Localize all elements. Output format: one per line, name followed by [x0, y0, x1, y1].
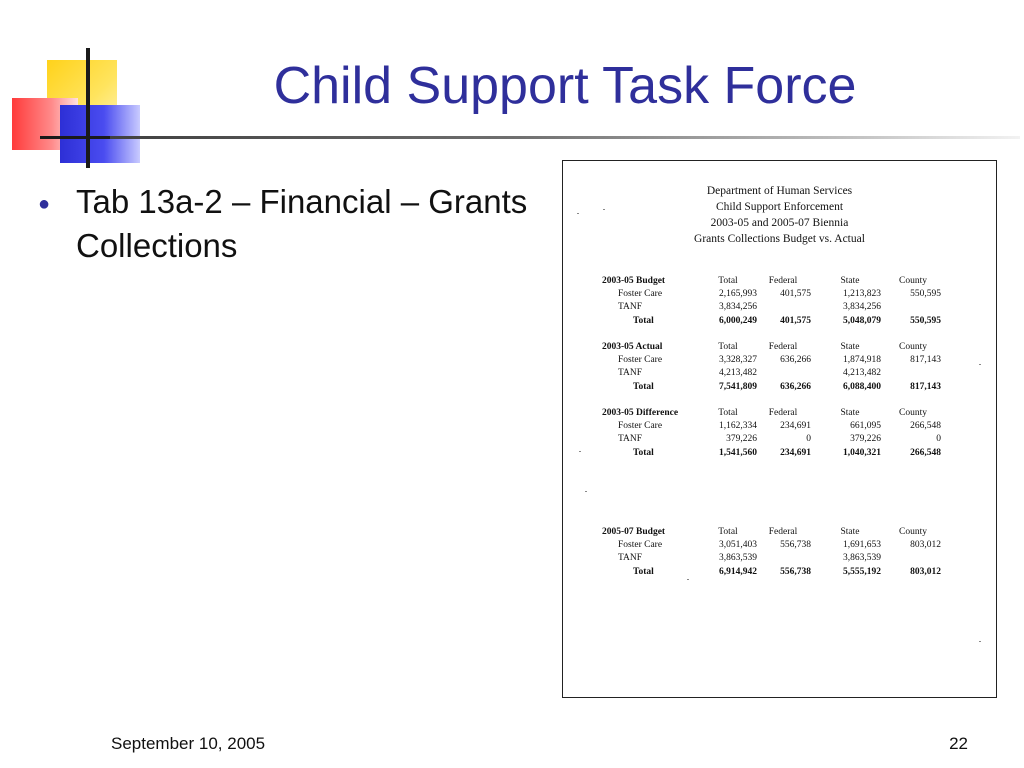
table-row	[563, 433, 996, 446]
section-label: 2003-05 Difference	[602, 408, 679, 418]
row-label: Total	[633, 381, 654, 392]
column-header-state: State	[840, 408, 860, 418]
total-row	[563, 315, 996, 328]
document-header-line: 2003-05 and 2005-07 Biennia	[710, 217, 849, 229]
bullet-text: Tab 13a-2 – Financial – Grants Collections	[76, 183, 528, 264]
column-header-federal: Federal	[768, 527, 798, 537]
row-label: Total	[633, 566, 654, 577]
cell-total: 1,162,334	[719, 421, 757, 432]
footer-date: September 10, 2005	[111, 734, 266, 753]
cell-federal: 234,691	[780, 421, 811, 432]
actual-section	[563, 341, 996, 394]
cell-total: 1,541,560	[719, 447, 757, 458]
row-label: TANF	[618, 434, 643, 445]
logo-vertical-line	[86, 48, 90, 168]
cell-county: 803,012	[910, 540, 941, 551]
row-label: Total	[633, 447, 654, 458]
cell-state: 1,213,823	[843, 289, 881, 300]
cell-county: 817,143	[910, 381, 941, 392]
table-row	[563, 288, 996, 301]
cell-federal: 401,575	[780, 289, 811, 300]
cell-federal: 636,266	[780, 355, 811, 366]
section-label: 2005-07 Budget	[602, 527, 666, 537]
section-label: 2003-05 Actual	[602, 342, 663, 352]
table-row	[563, 539, 996, 552]
cell-county: 266,548	[910, 421, 941, 432]
cell-county: 266,548	[910, 447, 941, 458]
column-header-county: County	[899, 527, 927, 537]
section-header-row	[563, 526, 996, 539]
table-row	[563, 420, 996, 433]
cell-total: 7,541,809	[719, 381, 757, 392]
cell-state: 6,088,400	[843, 381, 881, 392]
section-header-row	[563, 341, 996, 354]
column-header-state: State	[840, 342, 860, 352]
scan-speck	[979, 364, 981, 365]
cell-state: 5,048,079	[843, 315, 881, 326]
column-header-county: County	[899, 276, 927, 286]
row-label: TANF	[618, 553, 643, 564]
column-header-state: State	[840, 276, 860, 286]
cell-total: 2,165,993	[719, 289, 757, 300]
cell-federal: 0	[806, 434, 811, 445]
cell-total: 6,000,249	[719, 315, 757, 326]
total-row	[563, 381, 996, 394]
page-number: 22	[949, 734, 968, 753]
cell-federal: 636,266	[780, 381, 811, 392]
logo-blue-square	[60, 105, 140, 163]
budget-section	[563, 275, 996, 328]
column-header-total: Total	[718, 276, 738, 286]
total-row	[563, 447, 996, 460]
cell-total: 3,863,539	[719, 553, 757, 564]
scan-speck	[687, 579, 689, 580]
column-header-total: Total	[718, 408, 738, 418]
column-header-total: Total	[718, 342, 738, 352]
cell-total: 3,328,327	[719, 355, 757, 366]
cell-county: 817,143	[910, 355, 941, 366]
cell-state: 1,874,918	[843, 355, 881, 366]
cell-total: 3,834,256	[719, 302, 757, 313]
row-label: Foster Care	[618, 421, 663, 432]
cell-total: 6,914,942	[719, 566, 757, 577]
column-header-federal: Federal	[768, 342, 798, 352]
row-label: Foster Care	[618, 355, 663, 366]
scan-speck	[585, 491, 587, 492]
cell-federal: 401,575	[780, 315, 811, 326]
cell-federal: 556,738	[780, 540, 811, 551]
cell-state: 1,691,653	[843, 540, 881, 551]
column-header-county: County	[899, 342, 927, 352]
column-header-county: County	[899, 408, 927, 418]
cell-total: 379,226	[726, 434, 757, 445]
slide-title: Child Support Task Force	[273, 57, 857, 115]
cell-county: 550,595	[910, 315, 941, 326]
row-label: Total	[633, 315, 654, 326]
title-underline	[110, 136, 1020, 139]
table-row	[563, 552, 996, 565]
cell-state: 379,226	[850, 434, 881, 445]
scan-speck	[603, 209, 605, 210]
table-row	[563, 367, 996, 380]
row-label: TANF	[618, 302, 643, 313]
total-row	[563, 566, 996, 579]
scan-speck	[979, 641, 981, 642]
cell-county: 550,595	[910, 289, 941, 300]
column-header-total: Total	[718, 527, 738, 537]
row-label: Foster Care	[618, 540, 663, 551]
cell-state: 4,213,482	[843, 368, 881, 379]
cell-county: 0	[936, 434, 941, 445]
cell-federal: 234,691	[780, 447, 811, 458]
cell-state: 1,040,321	[843, 447, 881, 458]
bullet-item	[38, 180, 538, 268]
table-row	[563, 301, 996, 314]
document-header-line: Grants Collections Budget vs. Actual	[694, 233, 865, 245]
document-header	[563, 183, 996, 247]
cell-total: 4,213,482	[719, 368, 757, 379]
scan-speck	[577, 213, 579, 214]
section-label: 2003-05 Budget	[602, 276, 666, 286]
row-label: Foster Care	[618, 289, 663, 300]
section-header-row	[563, 275, 996, 288]
column-header-federal: Federal	[768, 276, 798, 286]
cell-state: 3,863,539	[843, 553, 881, 564]
scan-speck	[579, 451, 581, 452]
document-header-line: Child Support Enforcement	[715, 201, 844, 213]
cell-state: 5,555,192	[843, 566, 881, 577]
section-header-row	[563, 407, 996, 420]
cell-federal: 556,738	[780, 566, 811, 577]
column-header-federal: Federal	[768, 408, 798, 418]
row-label: TANF	[618, 368, 643, 379]
document-header-line: Department of Human Services	[706, 185, 853, 197]
budget-2005-07-section	[563, 526, 996, 579]
cell-state: 661,095	[850, 421, 881, 432]
cell-total: 3,051,403	[719, 540, 757, 551]
bullet-dot-icon: ●	[38, 193, 51, 215]
scanned-document	[562, 160, 997, 698]
difference-section	[563, 407, 996, 460]
cell-state: 3,834,256	[843, 302, 881, 313]
logo-decoration	[0, 40, 160, 170]
table-row	[563, 354, 996, 367]
cell-county: 803,012	[910, 566, 941, 577]
column-header-state: State	[840, 527, 860, 537]
